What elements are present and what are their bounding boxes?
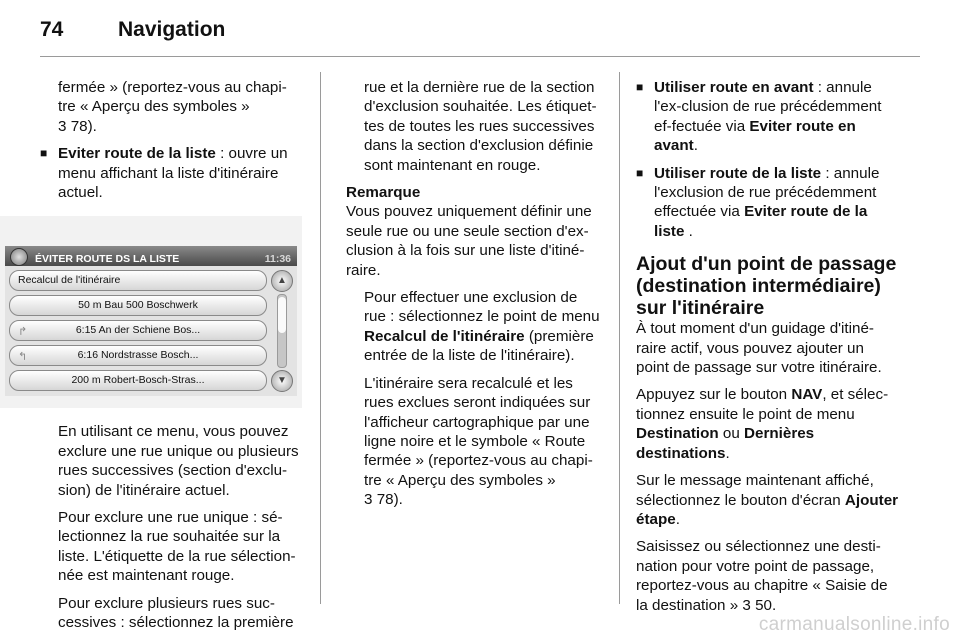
button-term: Ajouter étape [636,491,899,528]
paragraph [636,471,900,529]
menu-term: Utiliser route de la liste [654,164,822,182]
paragraph [346,288,602,366]
column-2 [346,78,602,518]
menu-term: Dernières destinations [636,425,815,462]
menu-term: Eviter route de la liste [58,145,216,163]
menu-term: Eviter route de la liste [654,203,868,240]
screen-title: ÉVITER ROUTE DS LA LISTE [35,253,180,266]
column-1 [18,78,302,641]
route-list-item[interactable]: 200 m Robert-Bosch-Stras... [9,370,267,391]
device-screenshot [0,216,302,408]
column-3 [636,78,900,623]
paragraph [40,78,302,136]
route-item-label: 6:15 An der Schiene Bos... [75,324,201,337]
paragraph [636,537,900,615]
column-divider-2 [619,72,620,604]
route-list-item[interactable] [9,320,267,341]
button-term: NAV [791,386,823,404]
paragraph [346,374,602,510]
screen-titlebar [5,246,297,266]
paragraph-text: . [725,444,730,462]
screen-clock: 11:36 [264,253,291,266]
page-number: 74 [40,18,64,41]
page-ref: 78). [70,117,97,135]
scroll-track[interactable] [277,294,287,368]
route-list-item[interactable] [9,345,267,366]
page-header [40,18,225,42]
turn-arrow-icon: ↰ [18,351,28,364]
paragraph-text: Sur le message maintenant affiché, sélectionnez le bouton d'écran [636,472,874,509]
bullet-text: . [693,137,698,155]
menu-term: Destination [636,425,719,443]
bullet-icon: ■ [636,80,644,94]
scrollbar[interactable] [271,270,291,390]
paragraph: À tout moment d'un guidage d'itiné-raire actif, vous pouvez ajouter un point de passage sur votre itinéraire. [636,320,882,377]
paragraph-text: L'itinéraire sera recalculé et les rues exclues seront indiquées sur l'afficheur cartographique par une ligne noire et le symbole « Route fermée » (reportez-vous au chapi-tre « Aperçu des symboles » [364,374,593,489]
turn-arrow-icon: ↱ [18,326,28,339]
bullet-item [40,144,302,202]
page-ref-icon: 3 [58,117,67,135]
scroll-up-button[interactable]: ▲ [271,270,293,292]
bullet-item [636,78,900,156]
page-ref-icon: 3 [364,491,373,509]
paragraph-text: . [675,510,680,528]
route-list [5,266,297,396]
bullet-icon: ■ [636,165,644,180]
menu-term: Recalcul de l'itinéraire [364,327,525,345]
section-title: Navigation [118,18,226,41]
paragraph: rue et la dernière rue de la section d'exclusion souhaitée. Les étiquet-tes de toutes les rues successives dans la section d'exclusion définie sont maintenant en rouge. [364,79,597,174]
bullet-text: : annule l'ex-clusion de rue précédemment ef-fectuée via [654,79,882,135]
menu-term: Utiliser route en avant [654,79,814,96]
scroll-down-button[interactable]: ▼ [271,370,293,392]
paragraph [636,385,900,463]
page-ref: 78). [376,491,403,509]
watermark: carmanualsonline.info [758,614,950,635]
back-button-icon[interactable] [10,248,28,266]
bullet-icon: ■ [40,146,48,161]
header-rule [40,56,920,57]
paragraph-text: Pour effectuer une exclusion de rue : sélectionnez le point de menu [364,289,600,326]
page-ref: 50. [755,596,777,614]
paragraph-text: , et sélec-tionnez ensuite le point de menu [636,386,889,423]
paragraph-text: (première entrée de la liste de l'itinéraire). [364,327,594,365]
note-text: Vous pouvez uniquement définir une seule rue ou une seule section d'ex-clusion à la fois sur une liste d'itiné-raire. [346,203,592,279]
device-screen [5,246,297,396]
paragraph-text: fermée » (reportez-vous au chapi-tre « Aperçu des symboles » [58,79,287,116]
paragraph: Pour exclure une rue unique : sé-lectionnez la rue souhaitée sur la liste. L'étiquette de la rue sélection-née est maintenant rouge. [58,509,296,585]
page-ref-icon: 3 [742,596,751,614]
section-heading: Ajout d'un point de passage (destination intermédiaire) sur l'itinéraire [636,253,897,320]
route-list-item[interactable]: 50 m Bau 500 Boschwerk [9,295,267,316]
paragraph: En utilisant ce menu, vous pouvez exclure une rue unique ou plusieurs rues successives (section d'exclu-sion) de l'itinéraire actuel. [58,423,299,499]
paragraph-text: Appuyez sur le bouton [636,386,792,404]
bullet-text: : ouvre un menu affichant la liste d'itinéraire actuel. [58,145,288,202]
paragraph-text: Saisissez ou sélectionnez une desti-nation pour votre point de passage, reportez-vous au chapitre « Saisie de la destination » [636,538,888,614]
route-list-item[interactable]: Recalcul de l'itinéraire [9,270,267,291]
bullet-text: : annule l'exclusion de rue précédemment effectuée via [654,164,880,221]
column-divider-1 [320,72,321,604]
note-title: Remarque [346,184,421,202]
bullet-item [636,164,900,242]
scroll-thumb[interactable] [278,297,286,333]
route-item-label: 6:16 Nordstrasse Bosch... [77,349,199,362]
paragraph: Pour exclure plusieurs rues suc-cessives : sélectionnez la première [58,594,294,632]
menu-term: Eviter route en avant [654,117,856,155]
bullet-text: . [684,222,693,240]
paragraph-text: ou [718,425,745,443]
